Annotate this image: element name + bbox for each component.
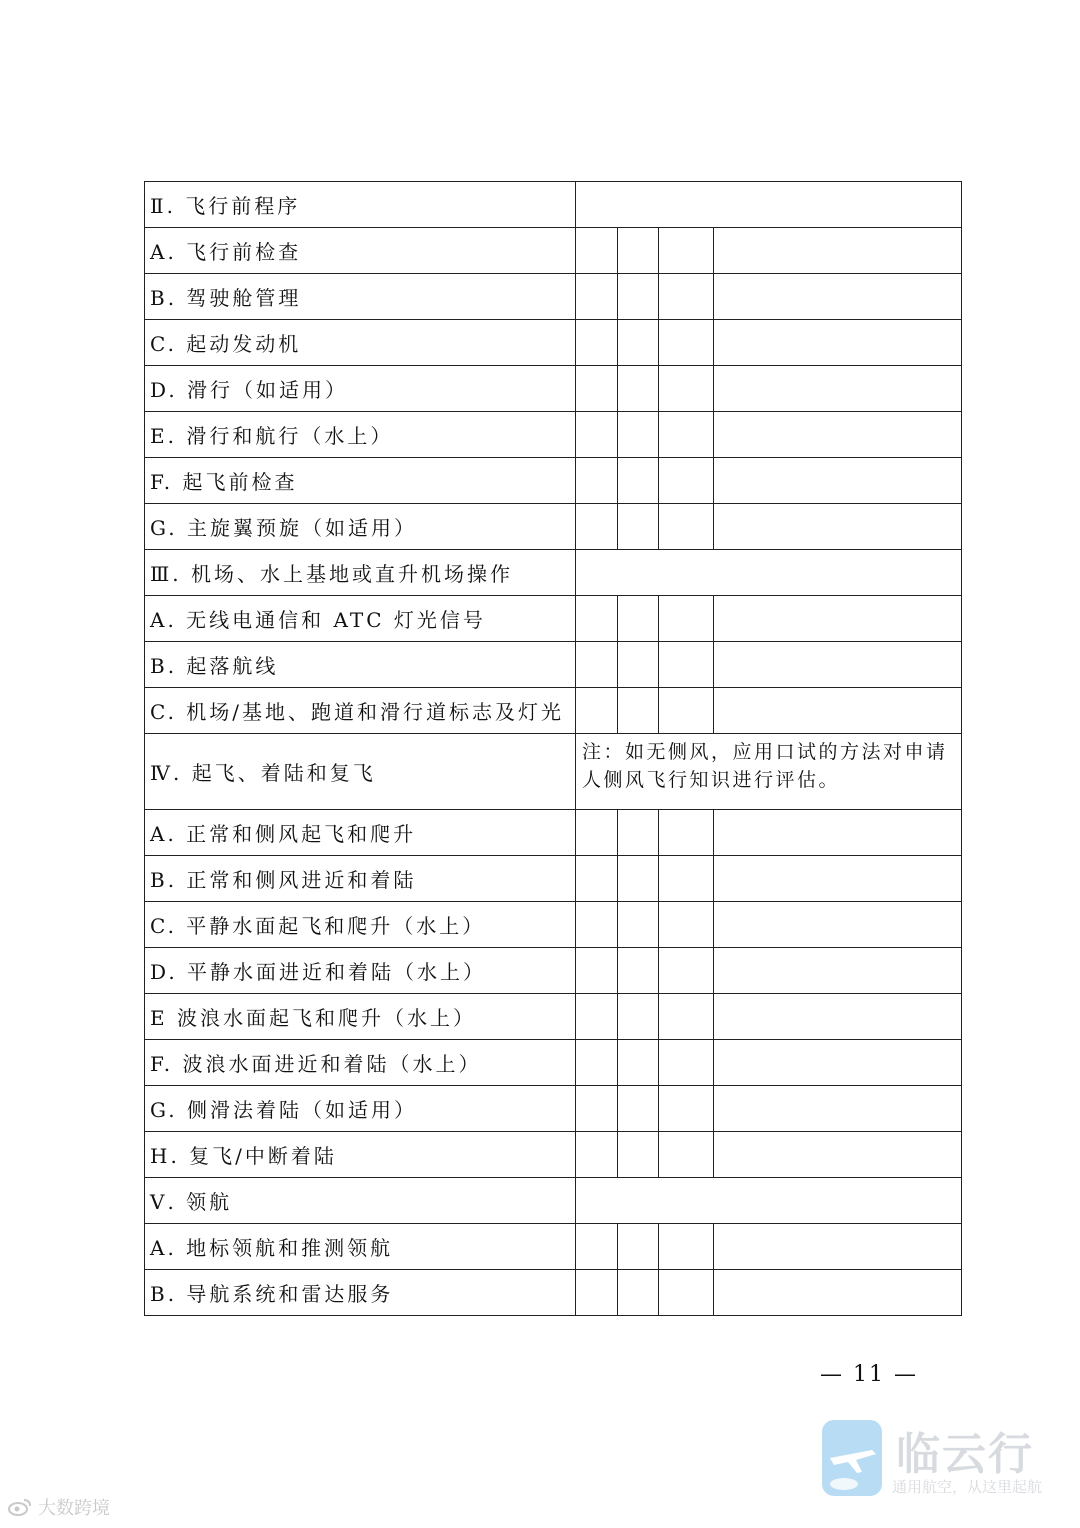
check-cell[interactable] bbox=[576, 810, 618, 856]
item-label: A. 地标领航和推测领航 bbox=[145, 1224, 576, 1270]
watermark-left-text: 大数跨境 bbox=[38, 1498, 110, 1519]
check-cell[interactable] bbox=[618, 274, 659, 320]
table-row bbox=[145, 1086, 962, 1132]
check-cell[interactable] bbox=[618, 1040, 659, 1086]
section-row bbox=[145, 1178, 962, 1224]
check-cell[interactable] bbox=[618, 1086, 659, 1132]
check-cell[interactable] bbox=[659, 810, 714, 856]
remark-cell[interactable] bbox=[714, 688, 962, 734]
check-cell[interactable] bbox=[576, 642, 618, 688]
check-cell[interactable] bbox=[659, 596, 714, 642]
evaluation-table bbox=[144, 181, 962, 1316]
page-number: — 11 — bbox=[820, 1362, 918, 1387]
section-label: Ⅳ. 起飞、着陆和复飞 bbox=[145, 734, 576, 810]
table-row bbox=[145, 1224, 962, 1270]
check-cell[interactable] bbox=[576, 1270, 618, 1316]
remark-cell[interactable] bbox=[714, 856, 962, 902]
table-row bbox=[145, 366, 962, 412]
check-cell[interactable] bbox=[576, 902, 618, 948]
table-row bbox=[145, 504, 962, 550]
check-cell[interactable] bbox=[576, 274, 618, 320]
item-label: B. 驾驶舱管理 bbox=[145, 274, 576, 320]
watermark-left bbox=[8, 1494, 110, 1520]
check-cell[interactable] bbox=[618, 1270, 659, 1316]
section-row bbox=[145, 182, 962, 228]
item-label: G. 主旋翼预旋（如适用） bbox=[145, 504, 576, 550]
remark-cell[interactable] bbox=[714, 1224, 962, 1270]
watermark-slogan: 通用航空，从这里起航 bbox=[892, 1478, 1043, 1496]
section-label: Ⅲ. 机场、水上基地或直升机场操作 bbox=[145, 550, 576, 596]
check-cell[interactable] bbox=[618, 948, 659, 994]
remark-cell[interactable] bbox=[714, 504, 962, 550]
check-cell[interactable] bbox=[576, 1132, 618, 1178]
section-blank-cell bbox=[576, 550, 962, 596]
remark-cell[interactable] bbox=[714, 642, 962, 688]
table-row bbox=[145, 274, 962, 320]
check-cell[interactable] bbox=[618, 1132, 659, 1178]
check-cell[interactable] bbox=[618, 320, 659, 366]
table-row bbox=[145, 856, 962, 902]
table-row bbox=[145, 810, 962, 856]
item-label: B. 起落航线 bbox=[145, 642, 576, 688]
check-cell[interactable] bbox=[659, 320, 714, 366]
item-label: C. 起动发动机 bbox=[145, 320, 576, 366]
check-cell[interactable] bbox=[576, 1040, 618, 1086]
check-cell[interactable] bbox=[576, 1224, 618, 1270]
check-cell[interactable] bbox=[576, 688, 618, 734]
check-cell[interactable] bbox=[618, 596, 659, 642]
section-label: Ⅱ. 飞行前程序 bbox=[145, 182, 576, 228]
remark-cell[interactable] bbox=[714, 1040, 962, 1086]
check-cell[interactable] bbox=[659, 458, 714, 504]
check-cell[interactable] bbox=[659, 642, 714, 688]
remark-cell[interactable] bbox=[714, 902, 962, 948]
check-cell[interactable] bbox=[576, 856, 618, 902]
check-cell[interactable] bbox=[576, 948, 618, 994]
check-cell[interactable] bbox=[659, 412, 714, 458]
item-label: A. 正常和侧风起飞和爬升 bbox=[145, 810, 576, 856]
item-label: F. 波浪水面进近和着陆（水上） bbox=[145, 1040, 576, 1086]
section-label: Ⅴ. 领航 bbox=[145, 1178, 576, 1224]
check-cell[interactable] bbox=[576, 320, 618, 366]
check-cell[interactable] bbox=[576, 366, 618, 412]
item-label: A. 飞行前检查 bbox=[145, 228, 576, 274]
item-label: D. 滑行（如适用） bbox=[145, 366, 576, 412]
item-label: A. 无线电通信和 ATC 灯光信号 bbox=[145, 596, 576, 642]
item-label: F. 起飞前检查 bbox=[145, 458, 576, 504]
table-row bbox=[145, 902, 962, 948]
table-row bbox=[145, 596, 962, 642]
section-blank-cell bbox=[576, 1178, 962, 1224]
check-cell[interactable] bbox=[659, 366, 714, 412]
check-cell[interactable] bbox=[659, 1224, 714, 1270]
table-row bbox=[145, 994, 962, 1040]
check-cell[interactable] bbox=[659, 994, 714, 1040]
weibo-icon bbox=[8, 1497, 32, 1517]
check-cell[interactable] bbox=[618, 994, 659, 1040]
check-cell[interactable] bbox=[659, 228, 714, 274]
table-row bbox=[145, 948, 962, 994]
check-cell[interactable] bbox=[659, 902, 714, 948]
table-row bbox=[145, 642, 962, 688]
item-label: E 波浪水面起飞和爬升（水上） bbox=[145, 994, 576, 1040]
remark-cell[interactable] bbox=[714, 1086, 962, 1132]
table-row bbox=[145, 688, 962, 734]
check-cell[interactable] bbox=[576, 1086, 618, 1132]
table-row bbox=[145, 228, 962, 274]
check-cell[interactable] bbox=[576, 504, 618, 550]
check-cell[interactable] bbox=[618, 458, 659, 504]
check-cell[interactable] bbox=[659, 504, 714, 550]
check-cell[interactable] bbox=[576, 458, 618, 504]
remark-cell[interactable] bbox=[714, 458, 962, 504]
check-cell[interactable] bbox=[659, 1132, 714, 1178]
check-cell[interactable] bbox=[659, 856, 714, 902]
remark-cell[interactable] bbox=[714, 1132, 962, 1178]
item-label: H. 复飞/中断着陆 bbox=[145, 1132, 576, 1178]
table-row bbox=[145, 320, 962, 366]
table-row bbox=[145, 458, 962, 504]
airplane-logo-icon bbox=[822, 1420, 882, 1496]
remark-cell[interactable] bbox=[714, 228, 962, 274]
table-row bbox=[145, 412, 962, 458]
table-row bbox=[145, 1040, 962, 1086]
check-cell[interactable] bbox=[618, 688, 659, 734]
remark-cell[interactable] bbox=[714, 320, 962, 366]
check-cell[interactable] bbox=[576, 412, 618, 458]
check-cell[interactable] bbox=[576, 228, 618, 274]
check-cell[interactable] bbox=[659, 1086, 714, 1132]
check-cell[interactable] bbox=[659, 274, 714, 320]
check-cell[interactable] bbox=[659, 1040, 714, 1086]
check-cell[interactable] bbox=[659, 1270, 714, 1316]
item-label: G. 侧滑法着陆（如适用） bbox=[145, 1086, 576, 1132]
check-cell[interactable] bbox=[618, 1224, 659, 1270]
check-cell[interactable] bbox=[618, 642, 659, 688]
section-blank-cell bbox=[576, 182, 962, 228]
item-label: C. 机场/基地、跑道和滑行道标志及灯光 bbox=[145, 688, 576, 734]
check-cell[interactable] bbox=[618, 856, 659, 902]
item-label: E. 滑行和航行（水上） bbox=[145, 412, 576, 458]
table-row bbox=[145, 1132, 962, 1178]
check-cell[interactable] bbox=[576, 596, 618, 642]
remark-cell[interactable] bbox=[714, 366, 962, 412]
item-label: B. 正常和侧风进近和着陆 bbox=[145, 856, 576, 902]
check-cell[interactable] bbox=[659, 948, 714, 994]
item-label: D. 平静水面进近和着陆（水上） bbox=[145, 948, 576, 994]
section-row bbox=[145, 734, 962, 810]
watermark-brand: 临云行 bbox=[896, 1429, 1034, 1480]
check-cell[interactable] bbox=[618, 366, 659, 412]
remark-cell[interactable] bbox=[714, 994, 962, 1040]
check-cell[interactable] bbox=[618, 412, 659, 458]
item-label: C. 平静水面起飞和爬升（水上） bbox=[145, 902, 576, 948]
check-cell[interactable] bbox=[659, 688, 714, 734]
check-cell[interactable] bbox=[618, 504, 659, 550]
section-note: 注：如无侧风，应用口试的方法对申请人侧风飞行知识进行评估。 bbox=[576, 734, 962, 810]
remark-cell[interactable] bbox=[714, 1270, 962, 1316]
item-label: B. 导航系统和雷达服务 bbox=[145, 1270, 576, 1316]
check-cell[interactable] bbox=[576, 994, 618, 1040]
section-row bbox=[145, 550, 962, 596]
check-cell[interactable] bbox=[618, 810, 659, 856]
remark-cell[interactable] bbox=[714, 412, 962, 458]
table-row bbox=[145, 1270, 962, 1316]
watermark-right bbox=[822, 1418, 1062, 1508]
remark-cell[interactable] bbox=[714, 274, 962, 320]
remark-cell[interactable] bbox=[714, 948, 962, 994]
check-cell[interactable] bbox=[618, 228, 659, 274]
remark-cell[interactable] bbox=[714, 596, 962, 642]
remark-cell[interactable] bbox=[714, 810, 962, 856]
check-cell[interactable] bbox=[618, 902, 659, 948]
